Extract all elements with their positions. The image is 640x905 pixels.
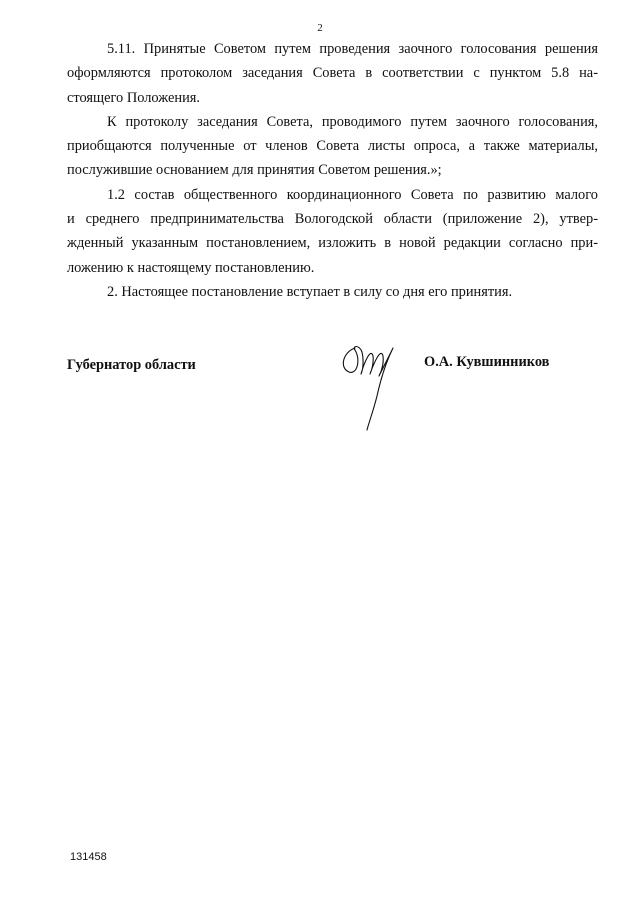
signer-name: О.А. Кувшинников <box>424 354 550 370</box>
text-line: стоящего Положения. <box>67 89 201 106</box>
paragraph-protocol <box>67 110 598 183</box>
document-code: 131458 <box>70 851 107 863</box>
text-line: оформляются протоколом заседания Совета в соответствии с пунктом 5.8 на- <box>67 65 598 82</box>
text-line: приобщаются полученные от членов Совета листы опроса, а также материалы, <box>67 138 598 155</box>
paragraph-2 <box>67 280 598 304</box>
text-line: послужившие основанием для принятия Советом решения.»; <box>67 162 442 179</box>
page-number: 2 <box>317 22 323 34</box>
signature-block <box>67 352 598 432</box>
text-line: 2. Настоящее постановление вступает в силу со дня его принятия. <box>107 283 513 300</box>
paragraph-1-2 <box>67 183 598 280</box>
text-line: ложению к настоящему постановлению. <box>67 259 315 276</box>
text-line: и среднего предпринимательства Вологодской области (приложение 2), утвер- <box>67 211 598 228</box>
text-line: 5.11. Принятые Советом путем проведения заочного голосования решения <box>107 41 598 57</box>
document-body <box>67 37 598 304</box>
handwritten-signature-icon <box>335 338 405 438</box>
text-line: 1.2 состав общественного координационного Совета по развитию малого <box>107 186 598 203</box>
signer-title: Губернатор области <box>67 357 196 373</box>
text-line: жденный указанным постановлением, изложить в новой редакции согласно при- <box>67 235 598 252</box>
text-line: К протоколу заседания Совета, проводимого путем заочного голосования, <box>107 113 598 130</box>
paragraph-5-11 <box>67 37 598 110</box>
